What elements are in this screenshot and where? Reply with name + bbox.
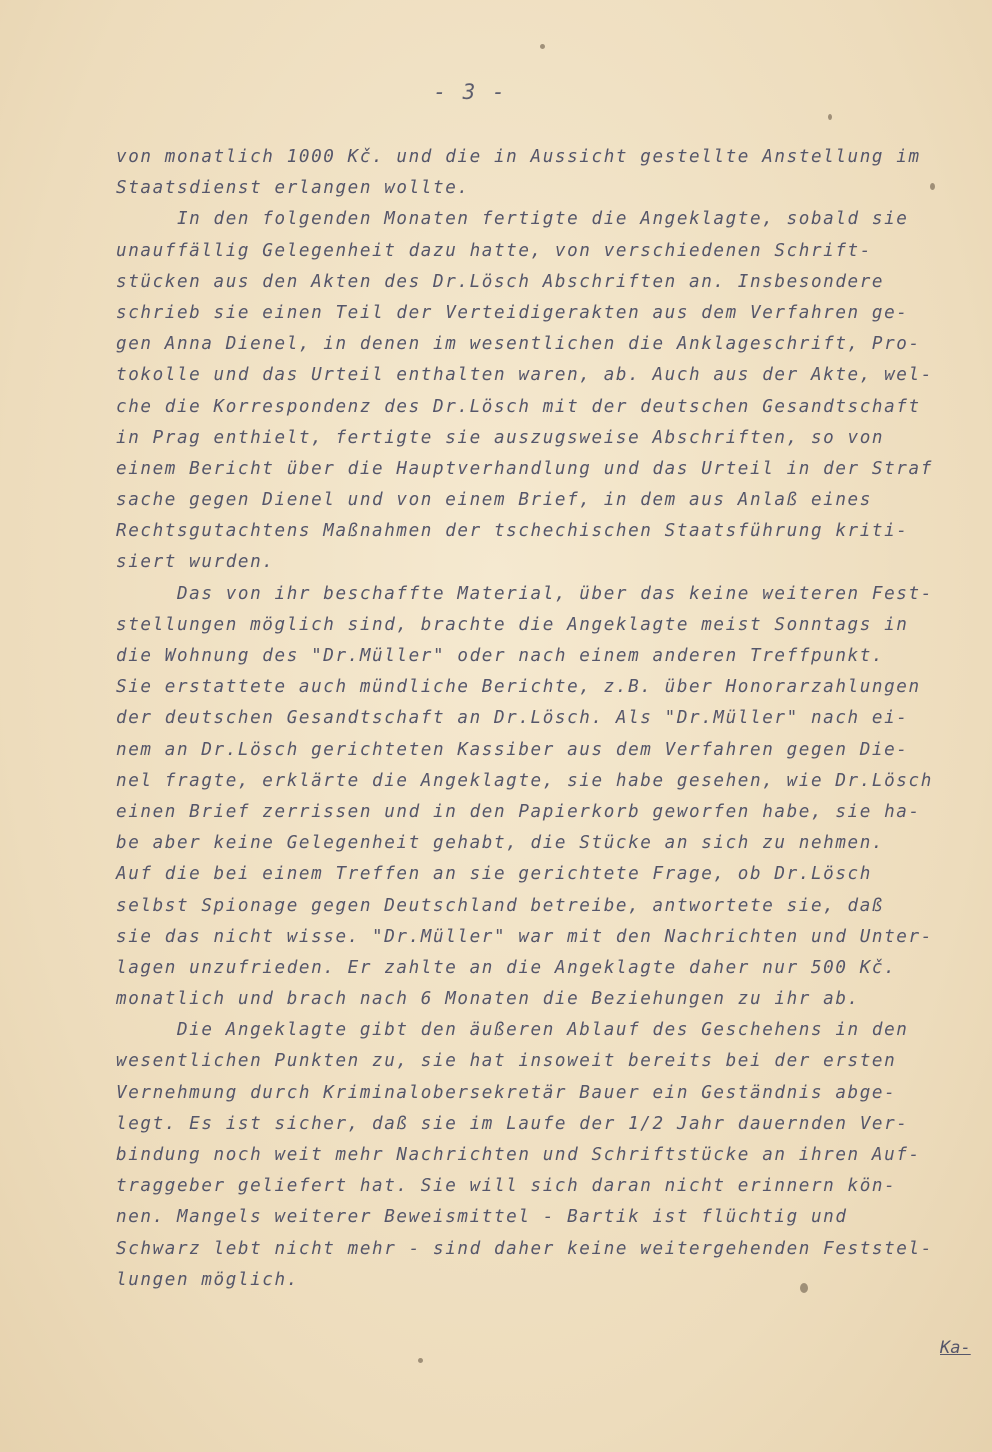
text-line: lungen möglich.	[116, 1269, 299, 1290]
ink-speck	[418, 1358, 423, 1363]
text-line: sache gegen Dienel und von einem Brief, in dem aus Anlaß eines	[116, 490, 872, 511]
text-line: wesentlichen Punkten zu, sie hat insoweit bereits bei der ersten	[116, 1051, 897, 1072]
text-line: nel fragte, erklärte die Angeklagte, sie habe gesehen, wie Dr.Lösch	[116, 770, 933, 791]
ink-speck	[800, 1283, 808, 1293]
text-line: siert wurden.	[116, 552, 275, 573]
text-line: che die Korrespondenz des Dr.Lösch mit der deutschen Gesandtschaft	[116, 396, 921, 417]
text-line: tokolle und das Urteil enthalten waren, ab. Auch aus der Akte, wel-	[116, 365, 933, 386]
text-line: in Prag enthielt, fertigte sie auszugsweise Abschriften, so von	[116, 427, 885, 448]
text-line: Sie erstattete auch mündliche Berichte, z.B. über Honorarzahlungen	[116, 677, 921, 698]
text-line: stücken aus den Akten des Dr.Lösch Abschriften an. Insbesondere	[116, 271, 885, 292]
catchword: Ka-	[940, 1338, 971, 1358]
body-text	[116, 142, 966, 1296]
text-line: nem an Dr.Lösch gerichteten Kassiber aus dem Verfahren gegen Die-	[116, 739, 909, 760]
text-line: lagen unzufrieden. Er zahlte an die Angeklagte daher nur 500 Kč.	[116, 957, 897, 978]
text-line: monatlich und brach nach 6 Monaten die Beziehungen zu ihr ab.	[116, 989, 860, 1010]
ink-speck	[540, 44, 545, 49]
text-line: stellungen möglich sind, brachte die Angeklagte meist Sonntags in	[116, 614, 909, 635]
text-line: Die Angeklagte gibt den äußeren Ablauf des Geschehens in den	[116, 1020, 909, 1041]
text-line: selbst Spionage gegen Deutschland betreibe, antwortete sie, daß	[116, 895, 885, 916]
text-line: traggeber geliefert hat. Sie will sich daran nicht erinnern kön-	[116, 1176, 897, 1197]
text-line: Schwarz lebt nicht mehr - sind daher keine weitergehenden Feststel-	[116, 1238, 933, 1259]
text-line: In den folgenden Monaten fertigte die Angeklagte, sobald sie	[116, 209, 909, 230]
text-line: schrieb sie einen Teil der Verteidigerakten aus dem Verfahren ge-	[116, 302, 909, 323]
text-line: gen Anna Dienel, in denen im wesentlichen die Anklageschrift, Pro-	[116, 334, 921, 355]
text-line: sie das nicht wisse. "Dr.Müller" war mit den Nachrichten und Unter-	[116, 926, 933, 947]
text-line: Auf die bei einem Treffen an sie gerichtete Frage, ob Dr.Lösch	[116, 864, 872, 885]
text-line: Staatsdienst erlangen wollte.	[116, 178, 470, 199]
text-line: der deutschen Gesandtschaft an Dr.Lösch. Als "Dr.Müller" nach ei-	[116, 708, 909, 729]
text-line: legt. Es ist sicher, daß sie im Laufe der 1/2 Jahr dauernden Ver-	[116, 1113, 909, 1134]
text-line: Vernehmung durch Kriminalobersekretär Bauer ein Geständnis abge-	[116, 1082, 897, 1103]
text-line: von monatlich 1000 Kč. und die in Aussicht gestellte Anstellung im	[116, 147, 921, 167]
text-line: einem Bericht über die Hauptverhandlung und das Urteil in der Straf	[116, 458, 933, 479]
ink-speck	[930, 183, 935, 190]
text-line: unauffällig Gelegenheit dazu hatte, von verschiedenen Schrift-	[116, 240, 872, 261]
text-line: einen Brief zerrissen und in den Papierkorb geworfen habe, sie ha-	[116, 801, 921, 822]
text-line: nen. Mangels weiterer Beweismittel - Bartik ist flüchtig und	[116, 1207, 848, 1228]
text-line: Das von ihr beschaffte Material, über das keine weiteren Fest-	[116, 583, 933, 604]
page-number: - 3 -	[433, 80, 507, 104]
text-line: be aber keine Gelegenheit gehabt, die Stücke an sich zu nehmen.	[116, 833, 885, 854]
text-line: Rechtsgutachtens Maßnahmen der tschechischen Staatsführung kriti-	[116, 521, 909, 542]
text-line: die Wohnung des "Dr.Müller" oder nach einem anderen Treffpunkt.	[116, 646, 885, 666]
ink-speck	[828, 114, 832, 120]
text-line: bindung noch weit mehr Nachrichten und Schriftstücke an ihren Auf-	[116, 1145, 921, 1165]
